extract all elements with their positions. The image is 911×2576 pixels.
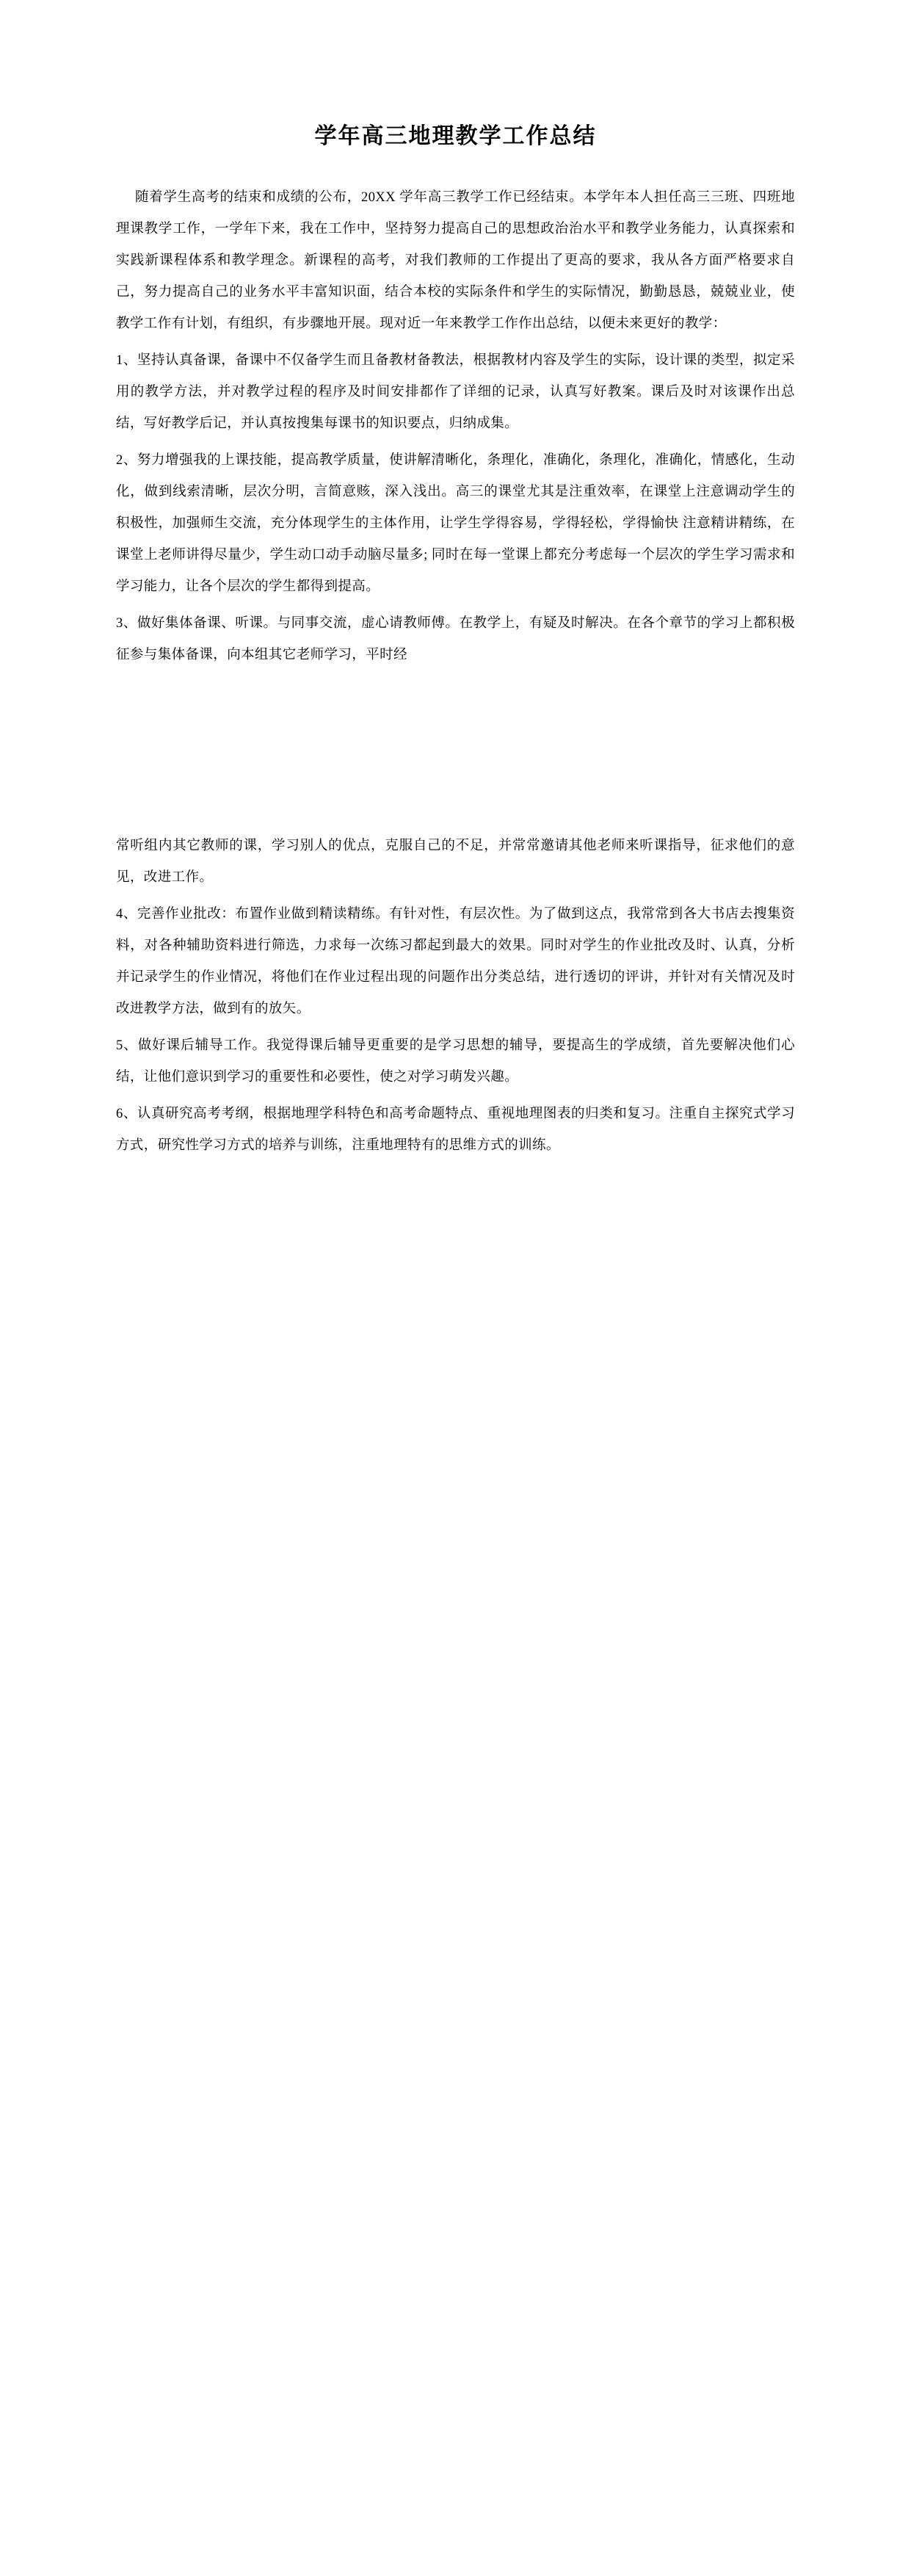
page-break-gap (116, 676, 795, 831)
paragraph-item-3: 3、做好集体备课、听课。与同事交流，虚心请教师傅。在教学上，有疑及时解决。在各个章节的学习上都积极征参与集体备课，向本组其它老师学习，平时经 (116, 616, 795, 662)
paragraph-item-6: 6、认真研究高考考纲，根据地理学科特色和高考命题特点、重视地理图表的归类和复习。注重自主探究式学习方式，研究性学习方式的培养与训练，注重地理特有的思维方式的训练。 (116, 1107, 795, 1153)
page-title: 学年高三地理教学工作总结 (314, 124, 597, 148)
bottom-whitespace (116, 1167, 795, 2004)
paragraph-item-5: 5、做好课后辅导工作。我觉得课后辅导更重要的是学习思想的辅导，要提高生的学成绩，首先要解决他们心结，让他们意识到学习的重要性和必要性，使之对学习萌发兴趣。 (116, 1038, 795, 1085)
paragraph-item-4: 4、完善作业批改：布置作业做到精读精练。有针对性，有层次性。为了做到这点，我常常到各大书店去搜集资料，对各种辅助资料进行筛选，力求每一次练习都起到最大的效果。同时对学生的作业批改及时、认真，分析并记录学生的作业情况，将他们在作业过程出现的问题作出分类总结，进行透切的评讲，并针对有关情况及时改进教学方法，做到有的放矢。 (116, 907, 795, 1016)
paragraph-item-2: 2、努力增强我的上课技能，提高教学质量，使讲解清晰化，条理化，准确化，条理化，准确化，情感化，生动化，做到线索清晰，层次分明，言简意赅，深入浅出。高三的课堂尤其是注重效率，在课堂上注意调动学生的积极性，加强师生交流，充分体现学生的主体作用，让学生学得容易，学得轻松，学得愉快 注意精讲精练，在课堂上老师讲得尽量少，学生动口动手动脑尽量多; 同时在每一堂课上都充分考虑每一个层次的学生学习需求和学习能力，让各个层次的学生都得到提高。 (116, 453, 795, 594)
paragraph-item-1: 1、坚持认真备课，备课中不仅备学生而且备教材备教法，根据教材内容及学生的实际，设计课的类型，拟定采用的教学方法，并对教学过程的程序及时间安排都作了详细的记录，认真写好教案。课后及时对该课作出总结，写好教学后记，并认真按搜集每课书的知识要点，归纳成集。 (116, 353, 795, 431)
paragraph-item-3-continued: 常听组内其它教师的课，学习别人的优点，克服自己的不足，并常常邀请其他老师来听课指导，征求他们的意见，改进工作。 (116, 839, 795, 885)
paragraph-intro: 随着学生高考的结束和成绩的公布，20XX 学年高三教学工作已经结束。本学年本人担任高三三班、四班地理课教学工作，一学年下来，我在工作中，坚持努力提高自己的思想政治治水平和教学业务能力，认真探索和实践新课程体系和教学理念。新课程的高考，对我们教师的工作提出了更高的要求，我从各方面严格要求自己，努力提高自己的业务水平丰富知识面，结合本校的实际条件和学生的实际情况，勤勤恳恳，兢兢业业，使教学工作有计划，有组织，有步骤地开展。现对近一年来教学工作作出总结，以便未来更好的教学： (116, 190, 795, 331)
